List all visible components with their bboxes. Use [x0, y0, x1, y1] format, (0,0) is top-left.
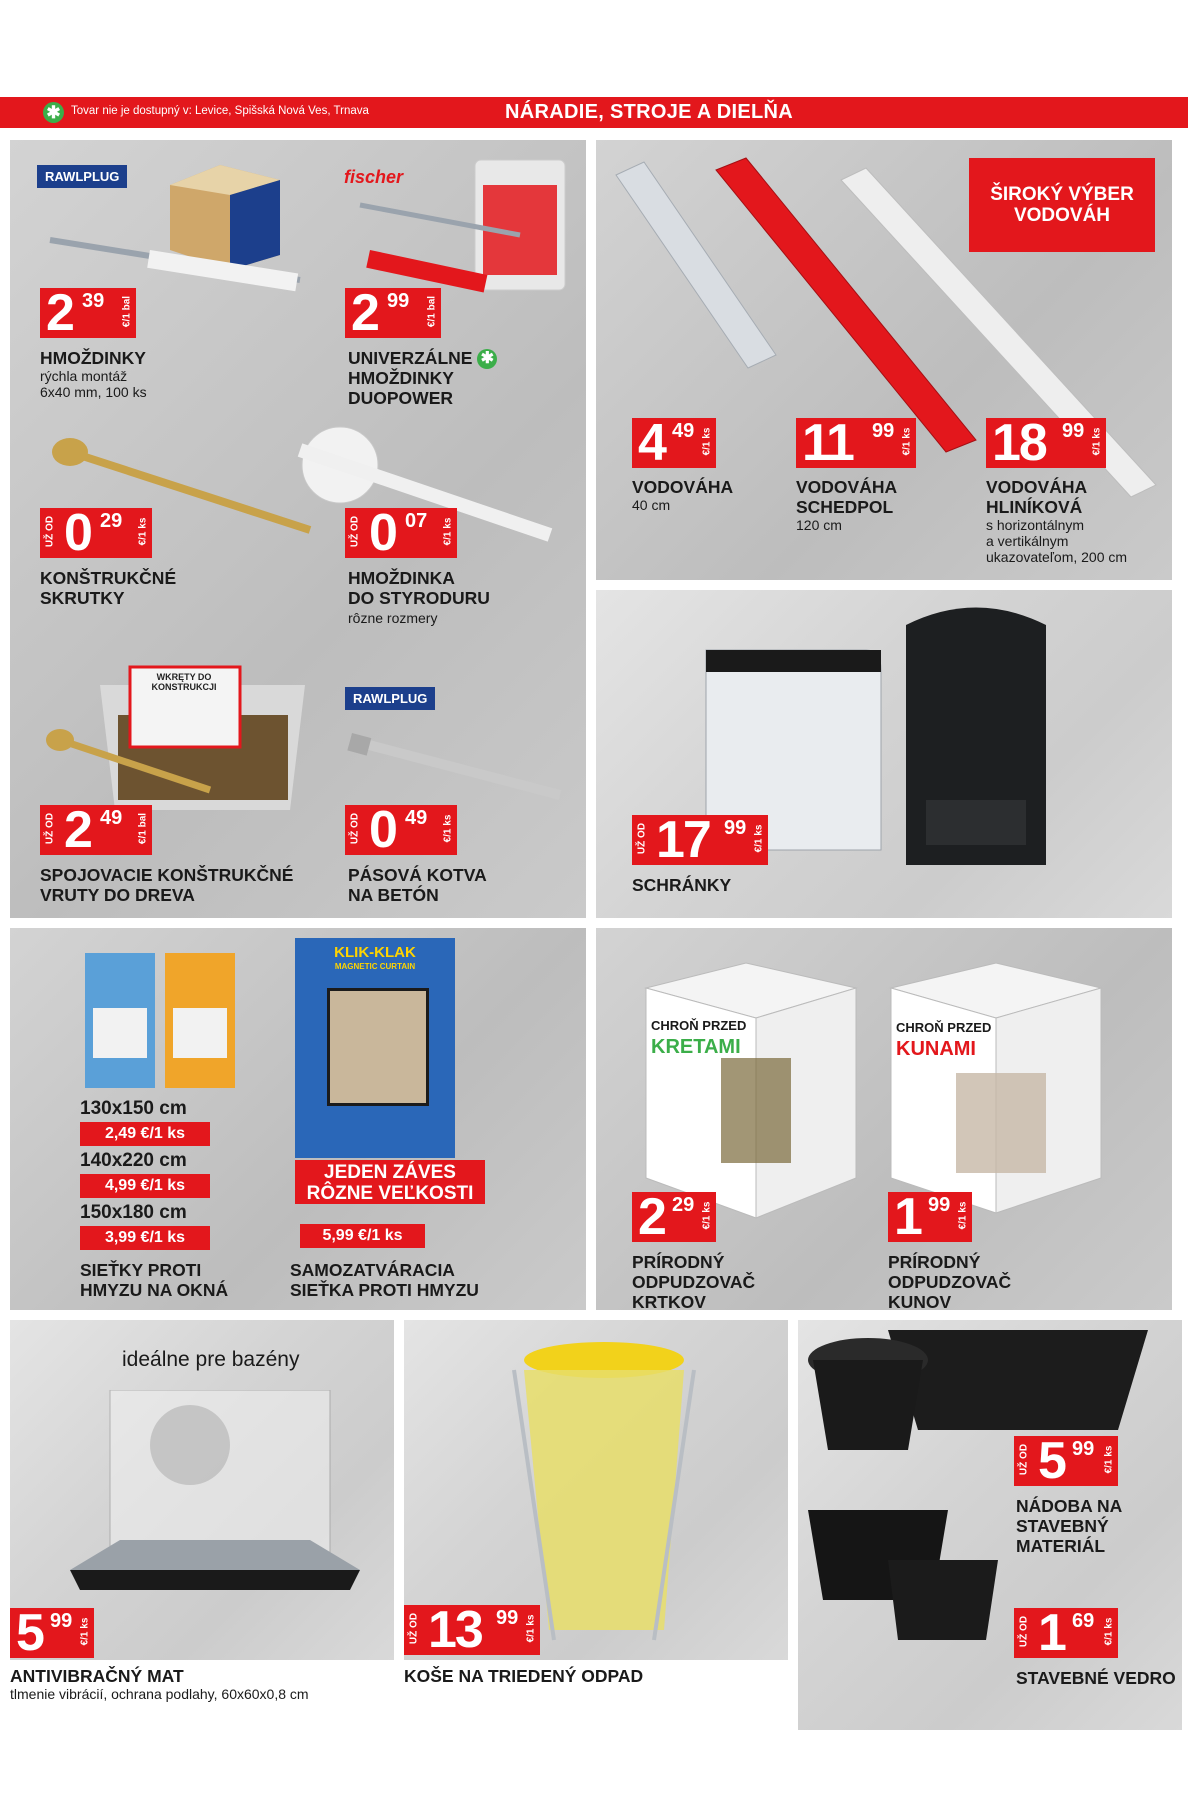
price-dec: 99: [724, 817, 747, 839]
availability-star-icon: ✱: [477, 349, 497, 369]
product-desc: s horizontálnym: [986, 517, 1085, 533]
product-desc: rýchla montáž: [40, 368, 128, 384]
panel-spirit-levels: [596, 140, 1172, 580]
product-name-line: KRTKOV: [632, 1292, 706, 1310]
price-unit: €/1 ks: [1103, 1617, 1115, 1646]
box-label-line: CHROŇ PRZED: [651, 1018, 747, 1033]
price-tag-vodovaha-40: [632, 414, 716, 472]
price-unit: €/1 bal: [137, 812, 149, 845]
price-tag-kotva: [345, 801, 457, 859]
product-name-line: VODOVÁHA: [796, 477, 898, 497]
screen-size: 130x150 cm: [80, 1098, 187, 1119]
banner-line: VODOVÁH: [1013, 205, 1111, 226]
screen-size: 150x180 cm: [80, 1202, 187, 1223]
availability-note: Tovar nie je dostupný v: Levice, Spišská Nová Ves, Trnava: [71, 105, 369, 117]
mat-image: [50, 1390, 370, 1600]
product-name-mat: ANTIVIBRAČNÝ MAT: [10, 1666, 184, 1686]
price-tag-schranky: [632, 811, 768, 869]
price-tag-skrutky: [40, 504, 152, 562]
tub-label: WKRĘTY DO KONSTRUKCJI: [151, 672, 217, 692]
curtain-subtitle: MAGNETIC CURTAIN: [334, 962, 416, 971]
curtain-price: 5,99 €/1 ks: [300, 1224, 425, 1248]
price-tag-nadoba: [1014, 1432, 1118, 1490]
price-unit: €/1 ks: [901, 427, 913, 456]
wood-screw-image: [40, 720, 220, 810]
price-tag-vodovaha-hlinikova: [986, 414, 1106, 472]
price-tag-kuny: [888, 1188, 972, 1246]
product-name-line: PRÍRODNÝ: [888, 1252, 981, 1272]
price-tag-kose: [404, 1601, 540, 1659]
window-screen-packs-image: [75, 943, 245, 1093]
price-int: 13: [428, 1601, 482, 1659]
product-name-kose: KOŠE NA TRIEDENÝ ODPAD: [404, 1666, 644, 1686]
price-int: 2: [46, 284, 73, 342]
price-int: 2: [638, 1188, 665, 1246]
product-name-line: SIEŤKA PROTI HMYZU: [290, 1280, 479, 1300]
product-name-line: ODPUDZOVAČ: [888, 1272, 1012, 1292]
price-dec: 99: [496, 1607, 519, 1629]
waste-bin-stand-image: [494, 1330, 714, 1650]
price-unit: €/1 ks: [1103, 1445, 1115, 1474]
product-name-line: SPOJOVACIE KONŠTRUKČNÉ: [40, 865, 294, 885]
product-name-line: VODOVÁHA: [986, 477, 1088, 497]
product-desc: 120 cm: [796, 517, 842, 533]
price-int: 1: [1038, 1604, 1065, 1662]
product-desc: rôzne rozmery: [348, 610, 438, 626]
product-name-line: HLINÍKOVÁ: [986, 497, 1083, 517]
product-desc: a vertikálnym: [986, 533, 1069, 549]
availability-star-icon: ✱: [43, 102, 64, 123]
price-int: 17: [656, 811, 710, 869]
price-dec: 39: [82, 290, 105, 312]
product-name-vodovaha-40: VODOVÁHA: [632, 477, 734, 497]
price-dec: 99: [928, 1194, 951, 1216]
price-tag-hmozdinky: [40, 284, 136, 342]
panel-fasteners: [10, 140, 586, 918]
product-desc: tlmenie vibrácií, ochrana podlahy, 60x60x0,8 cm: [10, 1686, 309, 1702]
box-label-line: KRETAMI: [651, 1036, 741, 1058]
rawlplug-logo: RAWLPLUG: [345, 687, 435, 710]
curtain-package: [295, 938, 455, 1158]
price-dec: 49: [672, 420, 695, 442]
price-int: 0: [369, 801, 396, 859]
price-unit: €/1 ks: [137, 517, 149, 546]
product-desc: 40 cm: [632, 497, 671, 513]
price-dec: 99: [872, 420, 895, 442]
price-unit: €/1 ks: [701, 1201, 713, 1230]
price-tag-vodovaha-schedpol: [796, 414, 916, 472]
product-name-line: UNIVERZÁLNE: [348, 348, 473, 368]
fischer-logo: fischer: [344, 167, 404, 187]
banner-line: ŠIROKÝ VÝBER: [990, 184, 1134, 205]
product-name-line: KUNOV: [888, 1292, 952, 1310]
price-tag-duopower: [345, 284, 441, 342]
product-name-line: DUOPOWER: [348, 388, 453, 408]
price-unit: €/1 bal: [426, 295, 438, 328]
price-dec: 49: [100, 807, 123, 829]
price-int: 2: [351, 284, 378, 342]
product-name-line: SCHEDPOL: [796, 497, 894, 517]
price-prefix: UŽ OD: [44, 812, 56, 845]
price-unit: €/1 bal: [121, 295, 133, 328]
screen-size-price: 4,99 €/1 ks: [80, 1174, 210, 1198]
section-header: [0, 97, 1188, 128]
product-name-line: ODPUDZOVAČ: [632, 1272, 756, 1292]
price-unit: €/1 ks: [957, 1201, 969, 1230]
price-int: 5: [1038, 1432, 1065, 1490]
price-dec: 29: [672, 1194, 695, 1216]
price-unit: €/1 ks: [525, 1614, 537, 1643]
price-prefix: UŽ OD: [636, 822, 648, 855]
box-label-line: KUNAMI: [896, 1038, 976, 1060]
product-name-line: MATERIÁL: [1016, 1536, 1106, 1556]
product-name-schranky: SCHRÁNKY: [632, 875, 732, 895]
price-dec: 99: [1062, 420, 1085, 442]
price-prefix: UŽ OD: [408, 1612, 420, 1645]
panel-insect-screens: [10, 928, 586, 1310]
price-tag-styrodur: [345, 504, 457, 562]
price-dec: 69: [1072, 1610, 1095, 1632]
price-tag-vedro: [1014, 1604, 1118, 1662]
panel-waste-bins: [404, 1320, 788, 1660]
product-desc: ukazovateľom, 200 cm: [986, 549, 1128, 565]
product-name-line: DO STYRODURU: [348, 588, 490, 608]
price-prefix: UŽ OD: [1018, 1443, 1030, 1476]
product-name-line: PRÍRODNÝ: [632, 1252, 725, 1272]
price-prefix: UŽ OD: [1018, 1615, 1030, 1648]
product-name-duopower: [348, 348, 497, 369]
product-desc: 6x40 mm, 100 ks: [40, 384, 147, 400]
price-int: 0: [369, 504, 396, 562]
screen-size: 140x220 cm: [80, 1150, 187, 1171]
product-name-line: VRUTY DO DREVA: [40, 885, 195, 905]
screen-size-price: 3,99 €/1 ks: [80, 1226, 210, 1250]
price-tag-vruty: [40, 801, 152, 859]
product-name-line: STAVEBNÝ: [1016, 1516, 1109, 1536]
product-name-line: SKRUTKY: [40, 588, 125, 608]
curtain-photo: [327, 988, 429, 1106]
price-prefix: UŽ OD: [349, 515, 361, 548]
price-unit: €/1 ks: [753, 824, 765, 853]
product-name-line: NÁDOBA NA: [1016, 1496, 1123, 1516]
price-unit: €/1 ks: [79, 1617, 91, 1646]
product-name-line: KONŠTRUKČNÉ: [40, 568, 177, 588]
price-int: 1: [894, 1188, 921, 1246]
banner-line: JEDEN ZÁVES: [324, 1162, 456, 1183]
product-name-vedro: STAVEBNÉ VEDRO: [1016, 1668, 1176, 1688]
price-dec: 29: [100, 510, 123, 532]
wide-selection-banner: [969, 158, 1155, 252]
price-unit: €/1 ks: [701, 427, 713, 456]
price-unit: €/1 ks: [1091, 427, 1103, 456]
price-int: 18: [992, 414, 1046, 472]
panel-mailboxes: [596, 590, 1172, 918]
product-name-line: HMOŽDINKY: [348, 368, 454, 388]
price-int: 2: [64, 801, 91, 859]
price-int: 5: [16, 1604, 43, 1660]
panel-repellents: [596, 928, 1172, 1310]
curtain-brand: KLIK-KLAK: [334, 944, 416, 961]
price-prefix: UŽ OD: [349, 812, 361, 845]
product-name-line: HMYZU NA OKNÁ: [80, 1280, 229, 1300]
price-unit: €/1 ks: [442, 814, 454, 843]
product-name-line: NA BETÓN: [348, 885, 439, 905]
price-dec: 07: [405, 510, 428, 532]
product-name-line: PÁSOVÁ KOTVA: [348, 865, 487, 885]
panel-anti-vibration-mat: [10, 1320, 394, 1660]
product-name-line: SAMOZATVÁRACIA: [290, 1260, 455, 1280]
section-title: NÁRADIE, STROJE A DIELŇA: [505, 101, 793, 123]
product-name-line: HMOŽDINKA: [348, 568, 455, 588]
price-dec: 99: [387, 290, 410, 312]
product-name-hmozdinky: HMOŽDINKY: [40, 348, 146, 368]
price-int: 0: [64, 504, 91, 562]
price-tag-krtkovia: [632, 1188, 716, 1246]
product-name-line: SIEŤKY PROTI: [80, 1260, 202, 1280]
price-dec: 99: [50, 1610, 73, 1632]
rawlplug-logo: RAWLPLUG: [37, 165, 127, 188]
screen-size-price: 2,49 €/1 ks: [80, 1122, 210, 1146]
price-dec: 49: [405, 807, 428, 829]
banner-line: RÔZNE VEĽKOSTI: [306, 1183, 474, 1204]
box-label-line: CHROŇ PRZED: [896, 1020, 992, 1035]
curtain-banner: [295, 1160, 485, 1204]
price-tag-mat: [10, 1604, 94, 1660]
price-unit: €/1 ks: [442, 517, 454, 546]
price-prefix: UŽ OD: [44, 515, 56, 548]
price-int: 11: [802, 414, 853, 472]
price-int: 4: [638, 414, 665, 472]
price-dec: 99: [1072, 1438, 1095, 1460]
mat-note: ideálne pre bazény: [122, 1348, 300, 1371]
panel-construction-containers: [798, 1320, 1182, 1730]
